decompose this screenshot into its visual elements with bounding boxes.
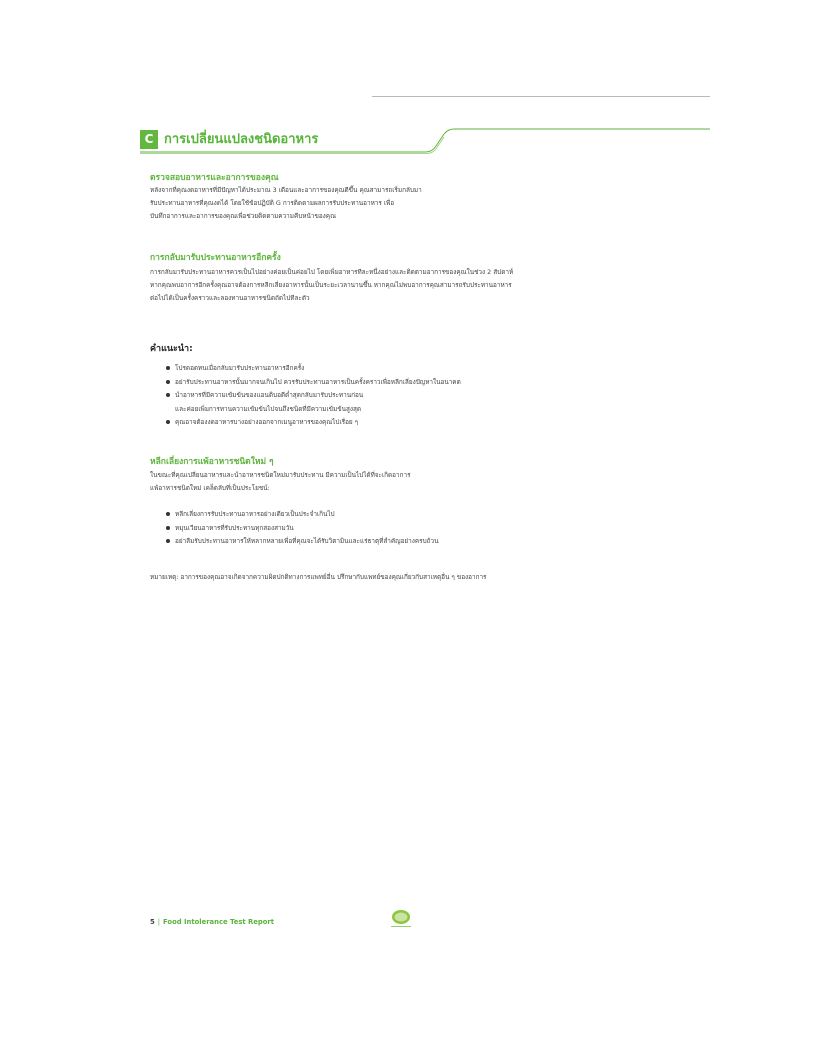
check-line: รับประทานอาหารที่คุณงดได้ โดยใช้ข้อปฏิบัติ G การติดตามผลการรับประทานอาหาร เพื่อ	[150, 199, 395, 207]
list-item-text: และค่อยเพิ่มการทานความเข้มข้นไปจนถึงชนิดที่มีความเข้มข้นสูงสุด	[175, 404, 362, 413]
check-paragraph	[150, 184, 570, 223]
bullet-dot-icon	[166, 393, 170, 397]
reintroduce-line: การกลับมารับประทานอาหารควรเป็นไปอย่างค่อยเป็นค่อยไป โดยเพิ่มอาหารทีละหนึ่งอย่างและติดตามอาการของคุณในช่วง 2 สัปดาห์	[150, 268, 514, 276]
list-item	[166, 389, 566, 416]
list-item	[166, 362, 566, 376]
page-number: 5	[150, 918, 155, 926]
check-heading: ตรวจสอบอาหารและอาการของคุณ	[150, 173, 279, 183]
footer-separator: |	[157, 918, 161, 926]
avoid-heading: หลีกเลี่ยงการแพ้อาหารชนิดใหม่ ๆ	[150, 457, 274, 467]
list-item	[166, 535, 566, 549]
bullet-dot-icon	[166, 366, 170, 370]
reintroduce-heading: การกลับมารับประทานอาหารอีกครั้ง	[150, 253, 281, 263]
bullet-dot-icon	[166, 512, 170, 516]
report-title: Food Intolerance Test Report	[163, 918, 274, 926]
list-item-text: อย่ารับประทานอาหารนั้นมากจนเกินไป ควรรับประทานอาหารเป็นครั้งคราวเพื่อหลีกเลี่ยงปัญหาในอนาคต	[175, 377, 461, 386]
reintroduce-paragraph	[150, 266, 570, 305]
section-title: การเปลี่ยนแปลงชนิดอาหาร	[164, 132, 319, 147]
section-letter-badge: C	[140, 130, 158, 149]
advice-heading: คำแนะนำ:	[150, 344, 193, 354]
check-line: หลังจากที่คุณงดอาหารที่มีปัญหาได้ประมาณ 3 เดือนและอาการของคุณดีขึ้น คุณสามารถเริ่มกลับมา	[150, 186, 422, 194]
company-logo-icon	[384, 908, 418, 930]
bullet-dot-icon	[166, 420, 170, 424]
avoid-paragraph	[150, 469, 570, 495]
avoid-line: ในขณะที่คุณเปลี่ยนอาหารและนำอาหารชนิดใหม่มารับประทาน มีความเป็นไปได้ที่จะเกิดอาการ	[150, 471, 411, 479]
check-line: บันทึกอาการและอาการของคุณเพื่อช่วยติดตามความคืบหน้าของคุณ	[150, 212, 336, 220]
list-item-text: หมุนเวียนอาหารที่รับประทานทุกสองสามวัน	[175, 523, 294, 532]
reintroduce-line: ต่อไปได้เป็นครั้งคราวและลองทานอาหารชนิดถัดไปทีละตัว	[150, 294, 310, 302]
list-item	[166, 522, 566, 536]
page-footer	[150, 918, 274, 926]
section-heading-bar	[140, 128, 720, 156]
list-item	[166, 416, 566, 430]
list-item-text: โปรดอดทนเมื่อกลับมารับประทานอาหารอีกครั้ง	[175, 364, 305, 372]
list-item-text: อย่าลืมรับประทานอาหารให้หลากหลายเพื่อที่คุณจะได้รับวิตามินและแร่ธาตุที่สำคัญอย่างครบถ้วน	[175, 537, 439, 545]
list-item-text: คุณอาจต้องงดอาหารบางอย่างออกจากเมนูอาหารของคุณไปเรื่อย ๆ	[175, 418, 359, 426]
list-item-text: หลีกเลี่ยงการรับประทานอาหารอย่างเดียวเป็นประจำเกินไป	[175, 510, 335, 518]
list-item	[166, 376, 566, 390]
bullet-dot-icon	[166, 380, 170, 384]
top-divider	[372, 96, 710, 97]
avoid-list	[166, 508, 566, 549]
list-item-text: นำอาหารที่มีความเข้มข้นของแอนติบอดีต่ำสุดกลับมารับประทานก่อน	[175, 391, 364, 399]
footnote: หมายเหตุ: อาการของคุณอาจเกิดจากความผิดปกติทางการแพทย์อื่น ปรึกษากับแพทย์ของคุณเกี่ยวกับสาเหตุอื่น ๆ ของอาการ	[150, 573, 487, 581]
list-item	[166, 508, 566, 522]
avoid-line: แพ้อาหารชนิดใหม่ เคล็ดลับที่เป็นประโยชน์:	[150, 484, 270, 492]
advice-list	[166, 362, 566, 430]
bullet-dot-icon	[166, 526, 170, 530]
bullet-dot-icon	[166, 539, 170, 543]
reintroduce-line: หากคุณพบอาการอีกครั้งคุณอาจต้องการหลีกเลี่ยงอาหารนั้นเป็นระยะเวลานานขึ้น หากคุณไม่พบอาการคุณสามารถรับประทานอาหาร	[150, 281, 512, 289]
